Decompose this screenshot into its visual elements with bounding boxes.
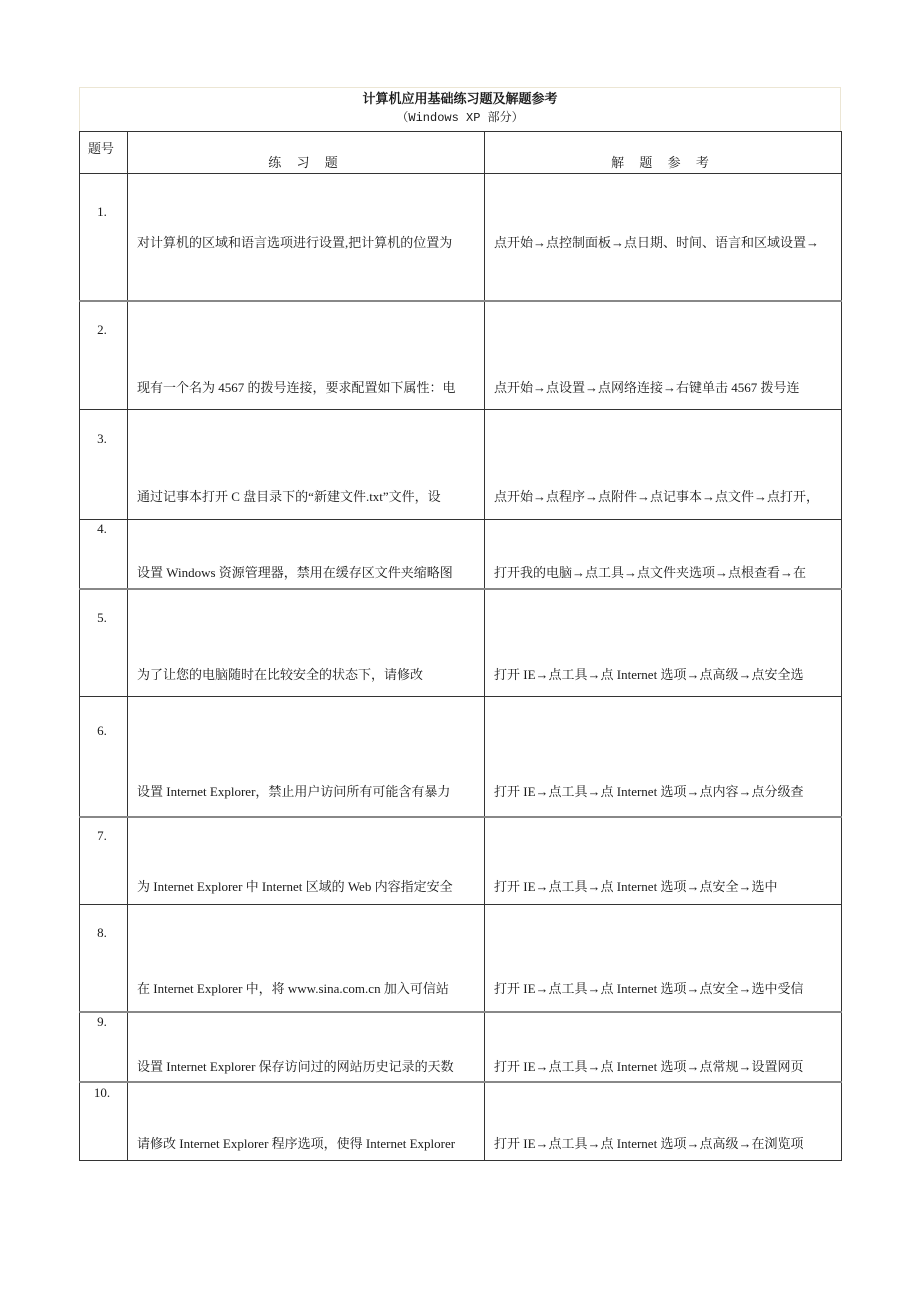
table-row <box>80 301 842 410</box>
answer-text: 打开 IE→点工具→点 Internet 选项→点高级→在浏览项 <box>494 1135 804 1151</box>
exercise-cell <box>128 520 485 589</box>
answer-cell <box>485 410 842 520</box>
exercise-text: 设置 Internet Explorer，禁止用户访问所有可能含有暴力 <box>137 784 451 799</box>
answer-text: 打开 IE→点工具→点 Internet 选项→点安全→选中 <box>494 878 778 894</box>
exercise-text: 设置 Windows 资源管理器，禁用在缓存区文件夹缩略图 <box>137 565 453 580</box>
exercise-text: 请修改 Internet Explorer 程序选项，使得 Internet Explorer <box>137 1135 456 1151</box>
answer-cell <box>485 1082 842 1161</box>
exercise-text: 对计算机的区域和语言选项进行设置,把计算机的位置为 <box>137 235 453 250</box>
exercise-text: 在 Internet Explorer 中，将 www.sina.com.cn 加入可信站 <box>137 981 449 996</box>
exercise-text: 设置 Internet Explorer 保存访问过的网站历史记录的天数 <box>137 1058 454 1074</box>
exercise-cell <box>128 1012 485 1082</box>
answer-cell <box>485 301 842 410</box>
answer-cell <box>485 817 842 905</box>
answer-cell <box>485 589 842 697</box>
answer-cell <box>485 697 842 817</box>
title-block <box>79 87 841 131</box>
answer-cell <box>485 1012 842 1082</box>
table-row <box>80 174 842 301</box>
answer-text: 打开 IE→点工具→点 Internet 选项→点常规→设置网页 <box>494 1058 804 1074</box>
exercise-text: 为了让您的电脑随时在比较安全的状态下，请修改 <box>137 666 424 682</box>
table-row <box>80 697 842 817</box>
answer-text: 点开始→点控制面板→点日期、时间、语言和区域设置→ <box>494 235 820 250</box>
exercise-table <box>79 131 842 1161</box>
answer-text: 打开我的电脑→点工具→点文件夹选项→点根查看→在 <box>494 565 807 580</box>
exercise-cell <box>128 1082 485 1161</box>
row-number-cell <box>80 410 128 520</box>
answer-text: 点开始→点程序→点附件→点记事本→点文件→点打开， <box>494 489 820 504</box>
answer-cell <box>485 905 842 1012</box>
row-number: 7. <box>97 827 107 843</box>
table-row <box>80 589 842 697</box>
row-number: 5. <box>97 609 107 625</box>
row-number-cell <box>80 817 128 905</box>
row-number-cell <box>80 301 128 410</box>
header-exercise: 练 习 题 <box>128 132 485 174</box>
row-number: 10. <box>93 1084 111 1100</box>
table-header-row <box>80 132 842 174</box>
answer-cell <box>485 174 842 301</box>
exercise-cell <box>128 697 485 817</box>
table-row <box>80 817 842 905</box>
row-number-cell <box>80 174 128 301</box>
document-subtitle: （Windows XP 部分） <box>396 111 524 125</box>
row-number-cell <box>80 697 128 817</box>
table-row <box>80 905 842 1012</box>
row-number: 8. <box>97 925 107 940</box>
answer-text: 打开 IE→点工具→点 Internet 选项→点高级→点安全选 <box>494 666 804 682</box>
header-number: 题号 <box>80 132 128 174</box>
exercise-cell <box>128 589 485 697</box>
exercise-cell <box>128 301 485 410</box>
header-answer: 解 题 参 考 <box>485 132 842 174</box>
answer-text: 打开 IE→点工具→点 Internet 选项→点内容→点分级查 <box>494 784 804 799</box>
exercise-text: 通过记事本打开 C 盘目录下的“新建文件.txt”文件，设 <box>137 489 441 504</box>
table-row <box>80 1082 842 1161</box>
row-number: 2. <box>97 321 107 337</box>
exercise-cell <box>128 817 485 905</box>
row-number-cell <box>80 905 128 1012</box>
row-number: 1. <box>97 204 107 219</box>
answer-text: 点开始→点设置→点网络连接→右键单击 4567 拨号连 <box>494 379 800 395</box>
exercise-cell <box>128 174 485 301</box>
exercise-text: 为 Internet Explorer 中 Internet 区域的 Web 内容指定安全 <box>137 878 453 894</box>
row-number-cell <box>80 589 128 697</box>
row-number-cell <box>80 1012 128 1082</box>
row-number: 9. <box>97 1013 107 1029</box>
row-number: 3. <box>97 431 107 446</box>
answer-text: 打开 IE→点工具→点 Internet 选项→点安全→选中受信 <box>494 981 804 996</box>
table-row <box>80 410 842 520</box>
document-title: 计算机应用基础练习题及解题参考 <box>362 92 558 107</box>
row-number: 6. <box>97 723 107 738</box>
document-page <box>79 87 841 1161</box>
row-number: 4. <box>97 521 107 536</box>
exercise-cell <box>128 905 485 1012</box>
exercise-cell <box>128 410 485 520</box>
table-row <box>80 1012 842 1082</box>
row-number-cell <box>80 1082 128 1161</box>
answer-cell <box>485 520 842 589</box>
exercise-text: 现有一个名为 4567 的拨号连接，要求配置如下属性：电 <box>137 379 456 395</box>
table-row <box>80 520 842 589</box>
row-number-cell <box>80 520 128 589</box>
